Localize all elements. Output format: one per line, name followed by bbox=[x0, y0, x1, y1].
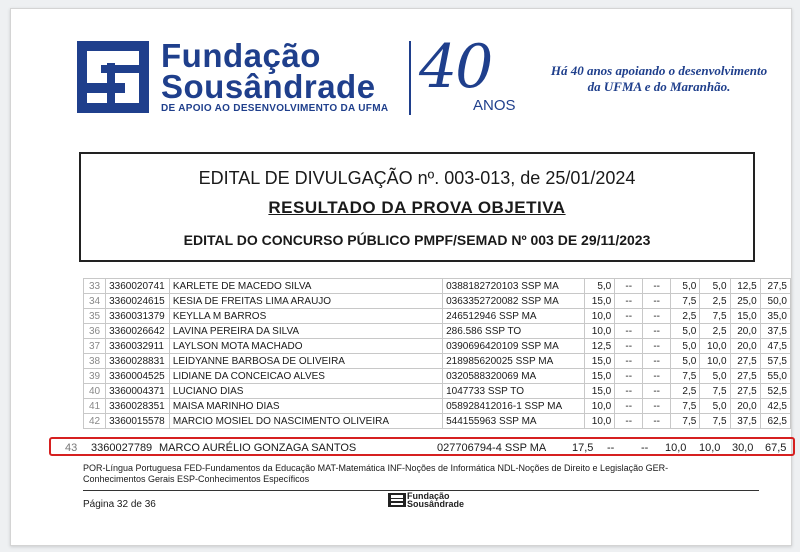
row-score-fed: -- bbox=[615, 294, 643, 309]
row-name: LUCIANO DIAS bbox=[169, 384, 442, 399]
row-score-fed: -- bbox=[615, 414, 643, 429]
row-score-inf: 7,5 bbox=[671, 414, 700, 429]
row-index: 43 bbox=[65, 442, 78, 454]
row-inscription: 3360004525 bbox=[106, 369, 170, 384]
row-score-mat: -- bbox=[643, 279, 671, 294]
fundacao-logo-icon bbox=[77, 41, 149, 113]
row-document: 0390696420109 SSP MA bbox=[443, 339, 585, 354]
row-score-total: 67,5 bbox=[765, 442, 787, 454]
row-index: 35 bbox=[84, 309, 106, 324]
abbreviation-legend: POR-Língua Portuguesa FED-Fundamentos da Educação MAT-Matemática INF-Noções de Informática NDL-Noções de Direito e Legislação GER-Conhecimentos Gerais ESP-Conhecimentos Específicos bbox=[83, 463, 669, 484]
row-score-por: 5,0 bbox=[585, 279, 615, 294]
row-score-fed: -- bbox=[615, 339, 643, 354]
row-score-por: 12,5 bbox=[585, 339, 615, 354]
row-score-ndl: 5,0 bbox=[700, 369, 730, 384]
table-row bbox=[84, 399, 791, 414]
row-score-total: 55,0 bbox=[760, 369, 790, 384]
row-score-total: 27,5 bbox=[760, 279, 790, 294]
row-score-ndl: 5,0 bbox=[700, 399, 730, 414]
row-score-mat: -- bbox=[643, 384, 671, 399]
row-score-fed: -- bbox=[615, 279, 643, 294]
row-name: KEYLLA M BARROS bbox=[169, 309, 442, 324]
row-score-por: 15,0 bbox=[585, 354, 615, 369]
row-index: 34 bbox=[84, 294, 106, 309]
row-document: 027706794-4 SSP MA bbox=[437, 442, 547, 454]
row-score-por: 10,0 bbox=[585, 414, 615, 429]
row-name: MAISA MARINHO DIAS bbox=[169, 399, 442, 414]
row-inscription: 3360028831 bbox=[106, 354, 170, 369]
row-score-inf: 5,0 bbox=[671, 324, 700, 339]
table-row bbox=[84, 324, 791, 339]
row-score-por: 17,5 bbox=[572, 442, 594, 454]
row-score-inf: 5,0 bbox=[671, 354, 700, 369]
anniversary-word: ANOS bbox=[473, 97, 516, 114]
row-score-mat: -- bbox=[641, 442, 649, 454]
table-row bbox=[84, 414, 791, 429]
page-number: Página 32 de 36 bbox=[83, 499, 156, 510]
row-score-ndl: 7,5 bbox=[700, 384, 730, 399]
table-row bbox=[84, 384, 791, 399]
row-score-esp: 12,5 bbox=[730, 279, 760, 294]
row-index: 38 bbox=[84, 354, 106, 369]
row-name: KARLETE DE MACEDO SILVA bbox=[169, 279, 442, 294]
row-name: LIDIANE DA CONCEICAO ALVES bbox=[169, 369, 442, 384]
row-score-fed: -- bbox=[615, 384, 643, 399]
row-name: LEIDYANNE BARBOSA DE OLIVEIRA bbox=[169, 354, 442, 369]
table-row bbox=[84, 294, 791, 309]
footer-logo-icon bbox=[388, 493, 406, 507]
row-score-inf: 7,5 bbox=[671, 294, 700, 309]
row-name: MARCO AURÉLIO GONZAGA SANTOS bbox=[159, 442, 357, 454]
row-inscription: 3360027789 bbox=[91, 442, 153, 454]
row-score-mat: -- bbox=[643, 309, 671, 324]
row-index: 42 bbox=[84, 414, 106, 429]
row-name: LAYLSON MOTA MACHADO bbox=[169, 339, 442, 354]
row-score-fed: -- bbox=[615, 324, 643, 339]
row-score-esp: 37,5 bbox=[730, 414, 760, 429]
row-score-ndl: 2,5 bbox=[700, 294, 730, 309]
row-score-ndl: 2,5 bbox=[700, 324, 730, 339]
row-score-fed: -- bbox=[615, 354, 643, 369]
row-score-mat: -- bbox=[643, 354, 671, 369]
row-score-ndl: 10,0 bbox=[699, 442, 721, 454]
row-score-por: 10,0 bbox=[585, 324, 615, 339]
table-row bbox=[84, 339, 791, 354]
row-index: 33 bbox=[84, 279, 106, 294]
row-score-esp: 27,5 bbox=[730, 384, 760, 399]
result-heading: RESULTADO DA PROVA OBJETIVA bbox=[268, 198, 566, 217]
row-score-total: 42,5 bbox=[760, 399, 790, 414]
row-index: 39 bbox=[84, 369, 106, 384]
row-score-esp: 20,0 bbox=[730, 339, 760, 354]
row-inscription: 3360015578 bbox=[106, 414, 170, 429]
row-inscription: 3360031379 bbox=[106, 309, 170, 324]
tagline-line1: Há 40 anos apoiando o desenvolvimento bbox=[550, 63, 768, 78]
anniversary-number: 40 bbox=[419, 32, 492, 102]
header-divider bbox=[409, 41, 411, 115]
row-index: 40 bbox=[84, 384, 106, 399]
brand-name-line1: Fundação bbox=[161, 37, 321, 74]
row-score-mat: -- bbox=[643, 324, 671, 339]
row-score-total: 62,5 bbox=[760, 414, 790, 429]
row-inscription: 3360024615 bbox=[106, 294, 170, 309]
row-document: 1047733 SSP TO bbox=[443, 384, 585, 399]
row-score-total: 50,0 bbox=[760, 294, 790, 309]
row-score-fed: -- bbox=[615, 369, 643, 384]
row-score-mat: -- bbox=[643, 414, 671, 429]
footer-brand-line1: Fundação bbox=[407, 491, 450, 501]
row-score-por: 15,0 bbox=[585, 369, 615, 384]
row-score-fed: -- bbox=[615, 309, 643, 324]
row-score-total: 35,0 bbox=[760, 309, 790, 324]
row-score-esp: 20,0 bbox=[730, 399, 760, 414]
row-score-ndl: 5,0 bbox=[700, 279, 730, 294]
row-score-fed: -- bbox=[607, 442, 615, 454]
row-score-inf: 5,0 bbox=[671, 279, 700, 294]
row-inscription: 3360004371 bbox=[106, 384, 170, 399]
row-score-inf: 5,0 bbox=[671, 339, 700, 354]
document-page bbox=[10, 8, 792, 546]
edital-title: EDITAL DE DIVULGAÇÃO nº. 003-013, de 25/01/2024 bbox=[198, 168, 636, 188]
table-row bbox=[84, 279, 791, 294]
row-score-esp: 27,5 bbox=[730, 369, 760, 384]
row-score-inf: 7,5 bbox=[671, 369, 700, 384]
row-inscription: 3360032911 bbox=[106, 339, 170, 354]
row-score-total: 47,5 bbox=[760, 339, 790, 354]
row-score-esp: 27,5 bbox=[730, 354, 760, 369]
row-document: 058928412016-1 SSP MA bbox=[443, 399, 585, 414]
row-score-por: 15,0 bbox=[585, 384, 615, 399]
row-index: 37 bbox=[84, 339, 106, 354]
row-document: 286.586 SSP TO bbox=[443, 324, 585, 339]
row-score-mat: -- bbox=[643, 369, 671, 384]
row-score-total: 57,5 bbox=[760, 354, 790, 369]
row-score-total: 52,5 bbox=[760, 384, 790, 399]
row-score-inf: 2,5 bbox=[671, 309, 700, 324]
row-score-total: 37,5 bbox=[760, 324, 790, 339]
row-name: KESIA DE FREITAS LIMA ARAUJO bbox=[169, 294, 442, 309]
row-score-por: 15,0 bbox=[585, 294, 615, 309]
table-row bbox=[84, 309, 791, 324]
row-score-por: 10,0 bbox=[585, 309, 615, 324]
tagline-line2: da UFMA e do Maranhão. bbox=[587, 79, 731, 94]
brand-subtitle: DE APOIO AO DESENVOLVIMENTO DA UFMA bbox=[161, 103, 389, 114]
tagline bbox=[531, 63, 787, 95]
row-score-esp: 30,0 bbox=[732, 442, 754, 454]
row-score-mat: -- bbox=[643, 339, 671, 354]
row-score-fed: -- bbox=[615, 399, 643, 414]
contest-reference: EDITAL DO CONCURSO PÚBLICO PMPF/SEMAD Nº 003 DE 29/11/2023 bbox=[183, 232, 651, 248]
row-index: 41 bbox=[84, 399, 106, 414]
table-row bbox=[84, 369, 791, 384]
results-table bbox=[83, 278, 791, 429]
row-document: 246512946 SSP MA bbox=[443, 309, 585, 324]
row-score-mat: -- bbox=[643, 294, 671, 309]
row-score-inf: 10,0 bbox=[665, 442, 687, 454]
row-score-inf: 7,5 bbox=[671, 399, 700, 414]
row-document: 544155963 SSP MA bbox=[443, 414, 585, 429]
row-score-ndl: 10,0 bbox=[700, 339, 730, 354]
row-score-esp: 20,0 bbox=[730, 324, 760, 339]
row-document: 0388182720103 SSP MA bbox=[443, 279, 585, 294]
row-document: 0320588320069 MA bbox=[443, 369, 585, 384]
row-document: 218985620025 SSP MA bbox=[443, 354, 585, 369]
row-score-mat: -- bbox=[643, 399, 671, 414]
row-name: MARCIO MOSIEL DO NASCIMENTO OLIVEIRA bbox=[169, 414, 442, 429]
row-inscription: 3360028351 bbox=[106, 399, 170, 414]
row-index: 36 bbox=[84, 324, 106, 339]
row-name: LAVINA PEREIRA DA SILVA bbox=[169, 324, 442, 339]
row-score-por: 10,0 bbox=[585, 399, 615, 414]
row-score-esp: 15,0 bbox=[730, 309, 760, 324]
brand-name-line2: Sousândrade bbox=[161, 68, 376, 105]
highlighted-result-row bbox=[49, 437, 795, 456]
row-inscription: 3360026642 bbox=[106, 324, 170, 339]
footer-brand-line2: Sousândrade bbox=[407, 499, 465, 509]
row-score-ndl: 10,0 bbox=[700, 354, 730, 369]
row-score-inf: 2,5 bbox=[671, 384, 700, 399]
row-score-ndl: 7,5 bbox=[700, 414, 730, 429]
row-inscription: 3360020741 bbox=[106, 279, 170, 294]
row-document: 0363352720082 SSP MA bbox=[443, 294, 585, 309]
row-score-ndl: 7,5 bbox=[700, 309, 730, 324]
row-score-esp: 25,0 bbox=[730, 294, 760, 309]
footer-brand bbox=[407, 492, 464, 508]
title-box bbox=[79, 152, 755, 262]
table-row bbox=[84, 354, 791, 369]
